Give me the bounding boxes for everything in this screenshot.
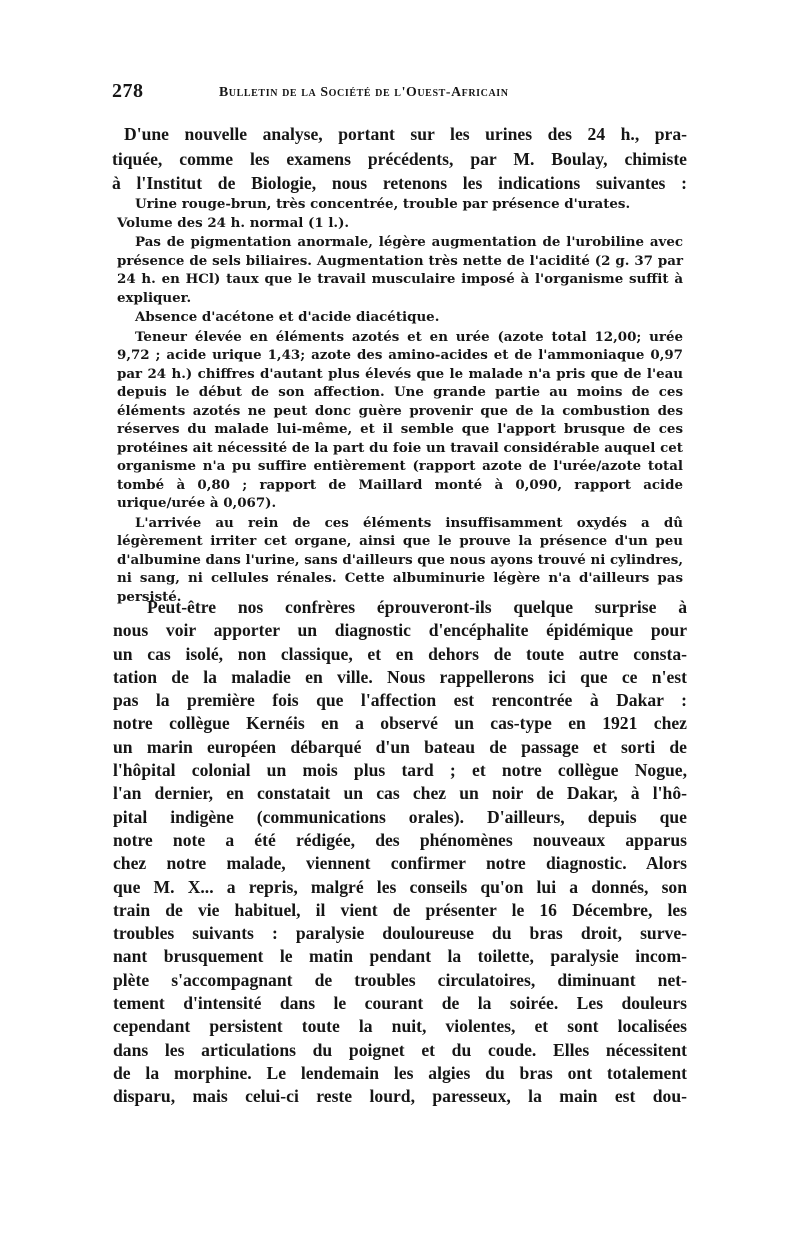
main-line: plète s'accompagnant de troubles circulatoires, diminuant net-	[113, 969, 687, 990]
main-line: cependant persistent toute la nuit, violentes, et sont localisées	[113, 1016, 687, 1037]
report-volume: Volume des 24 h. normal (1 l.).	[117, 214, 350, 231]
page-number: 278	[112, 80, 144, 102]
journal-title: Bulletin de la Société de l'Ouest-Africain	[219, 84, 509, 99]
report-nitrogen: Teneur élevée en éléments azotés et en urée (azote total 12,00; urée 9,72 ; acide urique 1,43; azote des amino-acides et de l'ammoniaque 0,97 par 24 h.) chiffres d'autant plus élevés que le malade n'a pris que de l'eau depuis le début de son affection. Une grande partie au moins de ces éléments azotés ne peut donc guère provenir que de la combustion des réserves du malade lui-même, et il semble que l'apport brusque de ces protéines ait nécessité de la part du foie un travail considérable auquel cet organisme n'a pu suffire entièrement (rapport azote de l'urée/azote total tombé à 0,80 ; rapport de Maillard monté à 0,090, rapport acide urique/urée à 0,067).	[117, 328, 683, 511]
main-paragraph	[113, 596, 687, 1109]
main-line: pas la première fois que l'affection est rencontrée à Dakar :	[113, 690, 687, 711]
running-head	[112, 76, 687, 106]
main-line: un marin européen débarqué d'un bateau de passage et sorti de	[113, 736, 687, 757]
main-line: que M. X... a repris, malgré les conseils qu'on lui a donnés, son	[113, 876, 687, 897]
main-line: l'hôpital colonial un mois plus tard ; et notre collègue Nogue,	[113, 760, 687, 781]
main-line: un cas isolé, non classique, et en dehors de toute autre consta-	[113, 643, 687, 664]
main-line: tement d'intensité dans le courant de la soirée. Les douleurs	[113, 993, 687, 1014]
report-kidney: L'arrivée au rein de ces éléments insuffisamment oxydés a dû légèrement irriter cet organe, ainsi que le prouve la présence d'un peu d'albumine dans l'urine, sans d'ailleurs que nous ayons trouvé ni cylindres, ni sang, ni cellules rénales. Cette albuminurie légère n'a d'ailleurs pas persisté.	[117, 514, 683, 605]
main-line: de la morphine. Le lendemain les algies du bras ont totalement	[113, 1062, 687, 1083]
intro-line: D'une nouvelle analyse, portant sur les urines des 24 h., pra-	[124, 124, 687, 144]
intro-line: à l'Institut de Biologie, nous retenons les indications suivantes :	[112, 173, 687, 193]
main-line: disparu, mais celui-ci reste lourd, paresseux, la main est dou-	[113, 1086, 687, 1107]
main-line: nant brusquement le matin pendant la toilette, paralysie incom-	[113, 946, 687, 967]
report-pigmentation: Pas de pigmentation anormale, légère augmentation de l'urobiline avec présence de sels biliaires. Augmentation très nette de l'acidité (2 g. 37 par 24 h. en HCl) taux que le travail musculaire imposé à l'organisme suffit à expliquer.	[117, 234, 683, 306]
main-line: train de vie habituel, il vient de présenter le 16 Décembre, les	[113, 899, 687, 920]
main-line: Peut-être nos confrères éprouveront-ils quelque surprise à	[147, 597, 687, 617]
urine-analysis-report	[117, 195, 683, 607]
main-line: troubles suivants : paralysie douloureuse du bras droit, surve-	[113, 923, 687, 944]
main-line: dans les articulations du poignet et du coude. Elles nécessitent	[113, 1039, 687, 1060]
main-line: notre note a été rédigée, des phénomènes nouveaux apparus	[113, 829, 687, 850]
main-line: l'an dernier, en constatait un cas chez un noir de Dakar, à l'hô-	[113, 783, 687, 804]
report-acetone: Absence d'acétone et d'acide diacétique.	[135, 309, 440, 325]
report-urine: Urine rouge-brun, très concentrée, trouble par présence d'urates.	[135, 196, 631, 212]
main-line: notre collègue Kernéis en a observé un cas-type en 1921 chez	[113, 713, 687, 734]
intro-line: tiquée, comme les examens précédents, par M. Boulay, chimiste	[112, 148, 687, 169]
main-line: tation de la maladie en ville. Nous rappellerons ici que ce n'est	[113, 666, 687, 687]
main-line: pital indigène (communications orales). D'ailleurs, depuis que	[113, 806, 687, 827]
intro-paragraph	[112, 122, 687, 196]
main-line: chez notre malade, viennent confirmer notre diagnostic. Alors	[113, 853, 687, 874]
main-line: nous voir apporter un diagnostic d'encéphalite épidémique pour	[113, 620, 687, 641]
